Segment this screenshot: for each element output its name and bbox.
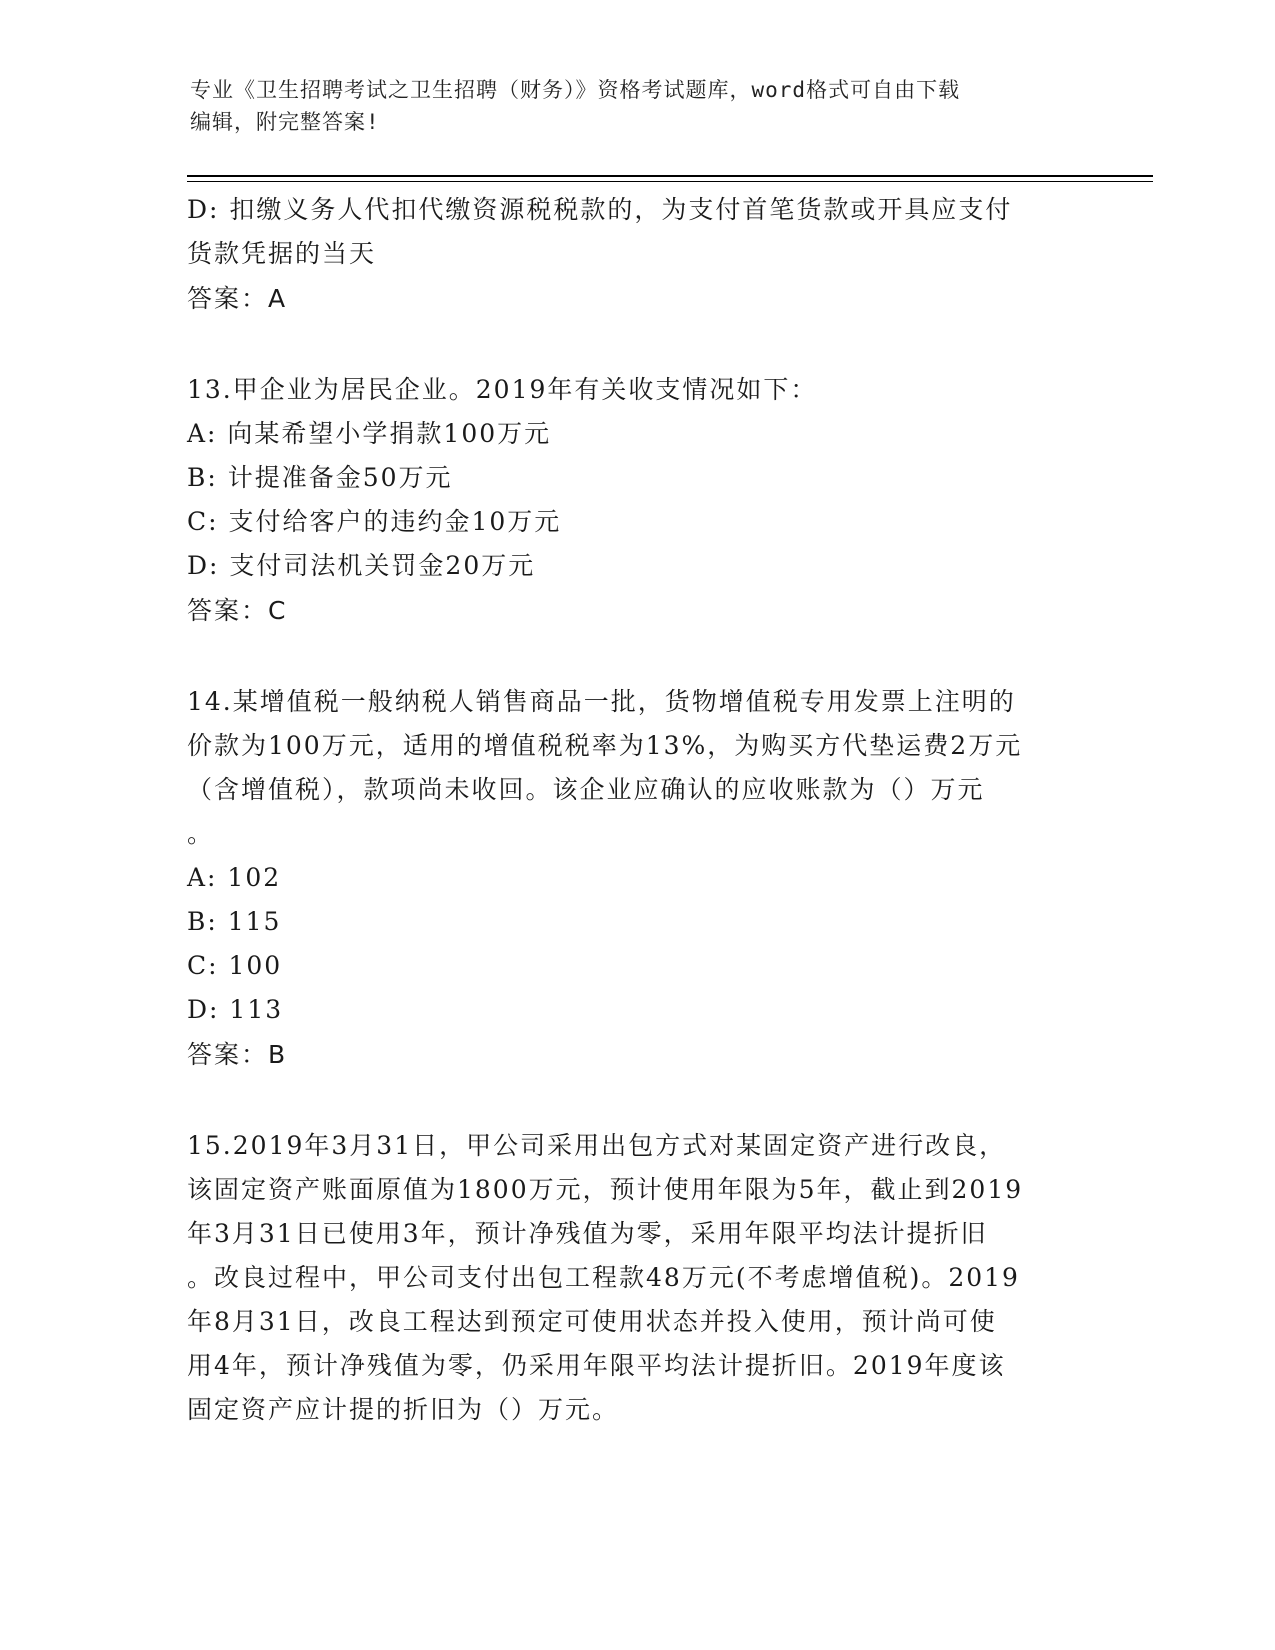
q14-option-a: A: 102 bbox=[187, 863, 282, 892]
spacer bbox=[187, 322, 1087, 368]
q13-option-c: C: 支付给客户的违约金10万元 bbox=[187, 507, 562, 536]
question-content bbox=[187, 188, 1087, 1432]
q14-option-c: C: 100 bbox=[187, 951, 283, 980]
q13-option-b: B: 计提准备金50万元 bbox=[187, 463, 453, 492]
q13-option-a: A: 向某希望小学捐款100万元 bbox=[187, 419, 552, 448]
q13-stem: 13.甲企业为居民企业。2019年有关收支情况如下： bbox=[187, 375, 818, 404]
header-title-line-2: 编辑，附完整答案! bbox=[190, 110, 380, 134]
q14-stem-line-4: 。 bbox=[187, 819, 215, 848]
q14-option-b: B: 115 bbox=[187, 907, 282, 936]
q12-option-d-line-2: 货款凭据的当天 bbox=[187, 239, 377, 268]
q15-stem-line-6: 用4年，预计净残值为零，仍采用年限平均法计提折旧。2019年度该 bbox=[187, 1351, 1006, 1380]
question-13 bbox=[187, 368, 1087, 634]
header-divider-thin bbox=[187, 181, 1153, 182]
question-15 bbox=[187, 1124, 1087, 1432]
header-title-line-1: 专业《卫生招聘考试之卫生招聘（财务）》资格考试题库，word格式可自由下载 bbox=[190, 78, 961, 102]
q15-stem-line-5: 年8月31日，改良工程达到预定可使用状态并投入使用，预计尚可使 bbox=[187, 1307, 997, 1336]
q12-answer: 答案：A bbox=[187, 284, 288, 313]
question-14 bbox=[187, 680, 1087, 1078]
q14-answer: 答案：B bbox=[187, 1040, 288, 1069]
q14-stem-line-1: 14.某增值税一般纳税人销售商品一批，货物增值税专用发票上注明的 bbox=[187, 687, 1016, 716]
document-header bbox=[190, 74, 1070, 138]
q14-stem-line-3: （含增值税），款项尚未收回。该企业应确认的应收账款为（）万元 bbox=[187, 775, 985, 804]
q15-stem-line-2: 该固定资产账面原值为1800万元，预计使用年限为5年，截止到2019 bbox=[187, 1175, 1024, 1204]
q14-option-d: D: 113 bbox=[187, 995, 284, 1024]
spacer bbox=[187, 634, 1087, 680]
q15-stem-line-7: 固定资产应计提的折旧为（）万元。 bbox=[187, 1395, 620, 1424]
spacer bbox=[187, 1078, 1087, 1124]
q13-answer: 答案：C bbox=[187, 596, 288, 625]
q14-stem-line-2: 价款为100万元，适用的增值税税率为13%，为购买方代垫运费2万元 bbox=[187, 731, 1023, 760]
q15-stem-line-1: 15.2019年3月31日，甲公司采用出包方式对某固定资产进行改良， bbox=[187, 1131, 1007, 1160]
question-12 bbox=[187, 188, 1087, 322]
q12-option-d-line-1: D: 扣缴义务人代扣代缴资源税税款的，为支付首笔货款或开具应支付 bbox=[187, 195, 1013, 224]
q13-option-d: D: 支付司法机关罚金20万元 bbox=[187, 551, 536, 580]
q15-stem-line-3: 年3月31日已使用3年，预计净残值为零，采用年限平均法计提折旧 bbox=[187, 1219, 988, 1248]
header-divider-thick bbox=[187, 175, 1153, 177]
q15-stem-line-4: 。改良过程中，甲公司支付出包工程款48万元(不考虑增值税)。2019 bbox=[187, 1263, 1020, 1292]
